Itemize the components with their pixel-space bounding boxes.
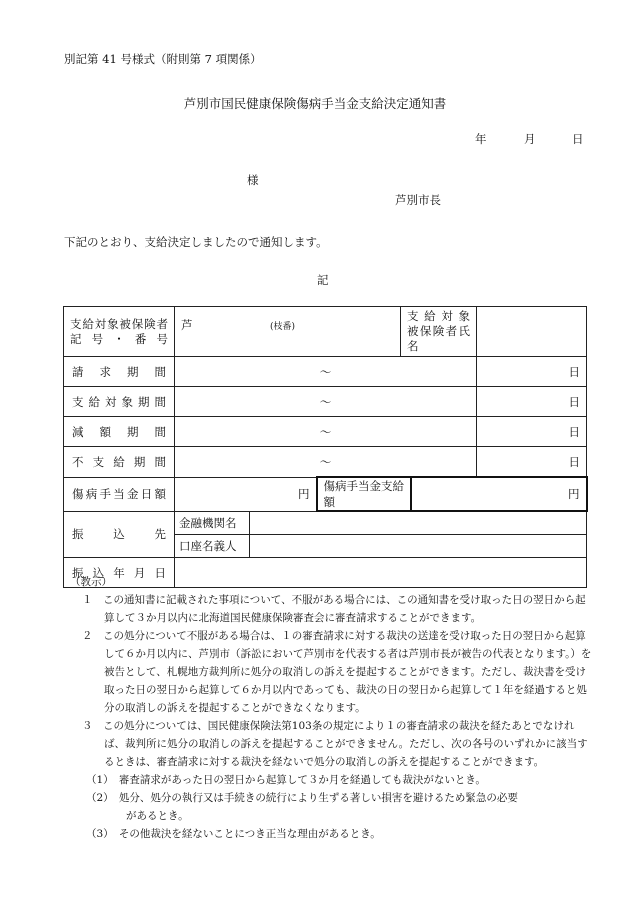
document-title: 芦別市国民健康保険傷病手当金支給決定通知書 bbox=[183, 96, 447, 111]
issuer: 芦別市長 bbox=[395, 193, 441, 207]
edaban-label: (枝番) bbox=[270, 322, 296, 332]
decision-table bbox=[63, 306, 588, 588]
table-row bbox=[64, 307, 587, 357]
instructions bbox=[62, 573, 592, 843]
instruction-sub-2: （2） 処分、処分の執行又は手続きの続行により生ずる著しい損害を避けるため緊急の必要 bbox=[86, 792, 518, 804]
total-amount-value: 円 bbox=[411, 477, 587, 511]
instruction-sub-2-cont: があるとき。 bbox=[126, 810, 189, 822]
account-name-label: 口座名義人 bbox=[175, 535, 250, 558]
insured-number-label: 支給対象被保険者 記 号 ・ 番 号 bbox=[64, 307, 175, 357]
bank-value bbox=[250, 511, 587, 535]
instruction-item-1: １ この通知書に記載された事項について、不服がある場合には、この通知書を受け取った日の翌日から起算して３か月以内に北海道国民健康保険審査会に審査請求することができます。 bbox=[82, 594, 586, 624]
instructions-heading: （教示） bbox=[70, 576, 112, 588]
account-name-value bbox=[250, 535, 587, 558]
payment-period-days: 日 bbox=[477, 387, 587, 417]
transfer-to-label: 振 込 先 bbox=[64, 511, 175, 558]
insured-name-label: 支 給 対 象 被保険者氏名 bbox=[401, 307, 477, 357]
claim-period-label: 請 求 期 間 bbox=[64, 357, 175, 387]
date-day: 日 bbox=[572, 132, 584, 146]
table-row bbox=[64, 447, 587, 478]
nonpayment-period-label: 不 支 給 期 間 bbox=[64, 447, 175, 478]
insured-number-cell bbox=[175, 307, 401, 357]
recipient-honorific: 様 bbox=[247, 173, 259, 187]
total-amount-label: 傷病手当金支給額 bbox=[317, 477, 411, 511]
instruction-item-2: ２ この処分について不服がある場合は、１の審査請求に対する裁決の送達を受け取った日の翌日から起算して６か月以内に、芦別市（訴訟において芦別市を代表する者は芦別市長が被告の代表となります。）を被告として、札幌地方裁判所に処分の取消しの訴えを提起することができます。ただし、裁決書を受け取った日の翌日から起算して６か月以内であっても、裁決の日の翌日から起算して１年を経過すると処分の取消しの訴えを提起することができなくなります。 bbox=[82, 630, 592, 714]
table-row bbox=[64, 511, 587, 535]
ki-heading: 記 bbox=[317, 273, 329, 287]
payment-period-label: 支給対象期間 bbox=[64, 387, 175, 417]
daily-amount-label: 傷病手当金日額 bbox=[64, 477, 175, 511]
daily-amount-value: 円 bbox=[175, 477, 317, 511]
instruction-sub-1: （1） 審査請求があった日の翌日から起算して３か月を経過しても裁決がないとき。 bbox=[86, 774, 486, 786]
date-year: 年 bbox=[475, 132, 487, 146]
ashi-prefix: 芦 bbox=[181, 318, 193, 332]
claim-period-range: ～ bbox=[175, 357, 477, 387]
nonpayment-period-range: ～ bbox=[175, 447, 477, 478]
transfer-date-label: 振 込 年 月 日 bbox=[64, 558, 175, 588]
insured-name-value bbox=[477, 307, 587, 357]
reduced-period-label: 減 額 期 間 bbox=[64, 417, 175, 447]
table-row bbox=[64, 387, 587, 417]
reduced-period-range: ～ bbox=[175, 417, 477, 447]
bank-label: 金融機関名 bbox=[175, 511, 250, 535]
intro-text: 下記のとおり、支給決定しましたので通知します。 bbox=[64, 235, 328, 249]
instruction-sub-3: （3） その他裁決を経ないことにつき正当な理由があるとき。 bbox=[86, 828, 381, 840]
payment-period-range: ～ bbox=[175, 387, 477, 417]
claim-period-days: 日 bbox=[477, 357, 587, 387]
form-reference: 別記第 41 号様式（附則第 7 項関係） bbox=[64, 52, 262, 66]
nonpayment-period-days: 日 bbox=[477, 447, 587, 478]
table-row bbox=[64, 357, 587, 387]
table-row bbox=[64, 417, 587, 447]
table-row bbox=[64, 477, 587, 511]
date-month: 月 bbox=[524, 132, 536, 146]
instruction-item-3: ３ この処分については、国民健康保険法第103条の規定により１の審査請求の裁決を経たあとでなければ、裁判所に処分の取消しの訴えを提起することができません。ただし、次の各号のいずれかに該当するときは、審査請求に対する裁決を経ないで処分の取消しの訴えを提起することができます。 bbox=[82, 720, 588, 768]
reduced-period-days: 日 bbox=[477, 417, 587, 447]
